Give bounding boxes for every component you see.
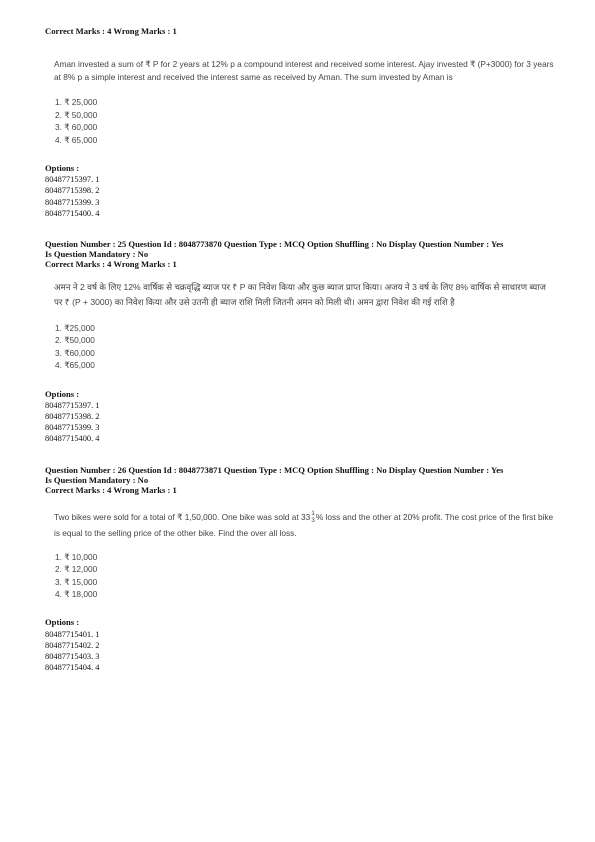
choice-item: 1. ₹ 10,000 <box>55 551 98 562</box>
options-title: Options : <box>45 388 80 399</box>
choice-item: 4. ₹ 65,000 <box>55 134 98 145</box>
choice-item: 2. ₹ 50,000 <box>55 109 98 120</box>
option-id: 80487715400. 4 <box>45 434 100 444</box>
fraction <box>311 511 315 524</box>
option-id: 80487715401. 1 <box>45 629 100 639</box>
choice-item: 3. ₹ 15,000 <box>55 576 98 587</box>
mandatory-line: Is Question Mandatory : No <box>45 474 149 485</box>
question-text: Aman invested a sum of ₹ P for 2 years at 12% p a compound interest and received some interest. Ajay invested ₹ (P+3000) for 3 years at 8% p a simple interest and received the interest same as received by Aman. The sum invested by Aman is <box>54 59 554 83</box>
choice-item: 2. ₹ 12,000 <box>55 564 98 575</box>
question-block-24 <box>45 26 560 219</box>
fraction-numerator: 1 <box>311 510 315 517</box>
choice-list <box>45 551 560 601</box>
options-title: Options : <box>45 617 80 628</box>
marks-line: Correct Marks : 4 Wrong Marks : 1 <box>45 259 177 270</box>
option-id: 80487715398. 2 <box>45 186 100 196</box>
question-text-part2: % loss and the other at 20% profit. The cost price of the first bike is equal to the selling price of the other bike. Find the over all loss. <box>54 511 554 538</box>
option-id: 80487715403. 3 <box>45 651 100 661</box>
option-id: 80487715398. 2 <box>45 412 100 422</box>
choice-item: 4. ₹ 18,000 <box>55 588 98 599</box>
fraction-whole: 33 <box>300 511 311 522</box>
option-id: 80487715400. 4 <box>45 208 100 218</box>
marks-line: Correct Marks : 4 Wrong Marks : 1 <box>45 26 177 36</box>
choice-item: 1. ₹25,000 <box>55 323 95 334</box>
option-id: 80487715397. 1 <box>45 400 100 410</box>
option-id: 80487715404. 4 <box>45 663 100 673</box>
question-block-26 <box>45 465 560 674</box>
marks-line: Correct Marks : 4 Wrong Marks : 1 <box>45 484 177 495</box>
question-text <box>45 509 560 541</box>
fraction-denominator: 3 <box>311 516 315 524</box>
choice-list <box>45 96 560 146</box>
question-header: Question Number : 26 Question Id : 8048773871 Question Type : MCQ Option Shuffling : No Display Question Number : Yes <box>45 464 504 475</box>
option-id: 80487715402. 2 <box>45 640 100 650</box>
question-block-25 <box>45 239 560 445</box>
choice-item: 3. ₹60,000 <box>55 347 95 358</box>
choice-item: 3. ₹ 60,000 <box>55 122 98 133</box>
option-id: 80487715399. 3 <box>45 423 100 433</box>
choice-item: 1. ₹ 25,000 <box>55 97 98 108</box>
options-section <box>45 163 560 219</box>
question-paper-page <box>45 26 560 673</box>
options-section <box>45 389 560 445</box>
options-section <box>45 617 560 673</box>
mandatory-line: Is Question Mandatory : No <box>45 249 149 260</box>
mixed-fraction <box>301 512 316 522</box>
question-text-part1: Two bikes were sold for a total of ₹ 1,50,000. One bike was sold at <box>54 511 301 522</box>
choice-item: 2. ₹50,000 <box>55 335 95 346</box>
option-id: 80487715397. 1 <box>45 175 100 185</box>
options-title: Options : <box>45 163 80 174</box>
question-text: अमन ने 2 वर्ष के लिए 12% वार्षिक से चक्रवृद्धि ब्याज पर ₹ P का निवेश किया और कुछ ब्याज प्राप्त किया। अजय ने 3 वर्ष के लिए 8% वार्षिक से साधारण ब्याज पर ₹ (P + 3000) का निवेश किया और उसे उतनी ही ब्याज राशि मिली जितनी अमन को मिली थी। अमन द्वारा निवेश की गई राशि है <box>54 282 546 308</box>
choice-item: 4. ₹65,000 <box>55 360 95 371</box>
option-id: 80487715399. 3 <box>45 197 100 207</box>
question-header: Question Number : 25 Question Id : 8048773870 Question Type : MCQ Option Shuffling : No Display Question Number : Yes <box>45 239 504 250</box>
choice-list <box>45 322 560 372</box>
